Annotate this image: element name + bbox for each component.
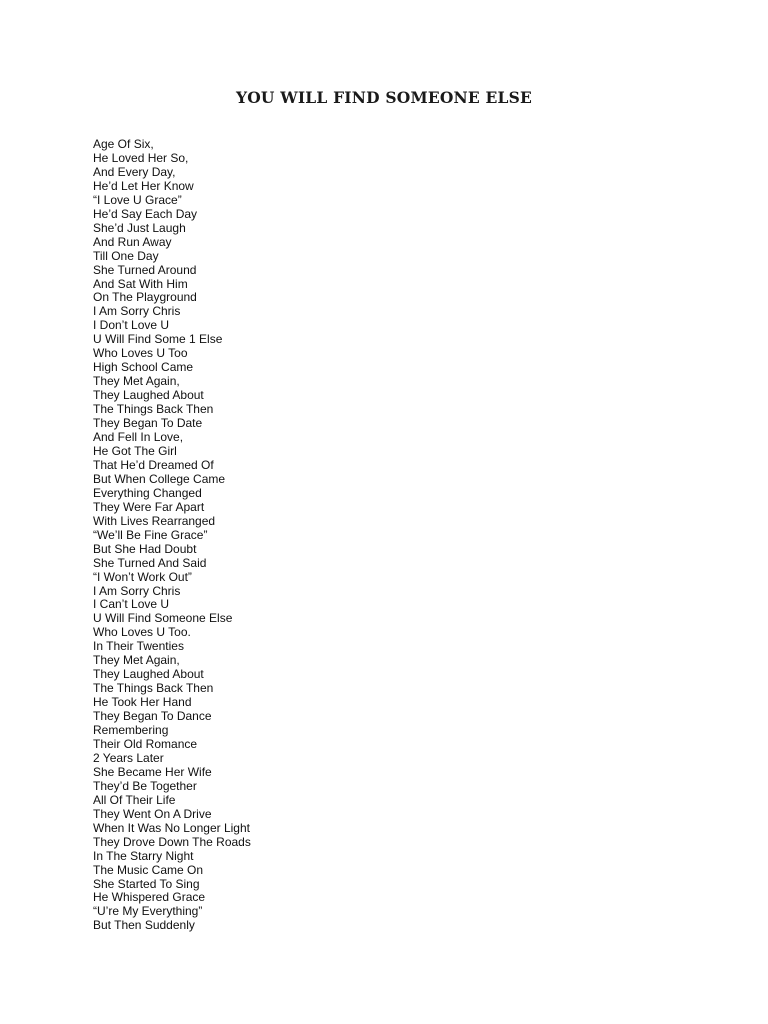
poem-line: “I Won’t Work Out” — [93, 569, 192, 584]
poem-line: And Run Away — [93, 234, 172, 249]
poem-line: They Went On A Drive — [93, 806, 212, 821]
poem-line: I Am Sorry Chris — [93, 304, 181, 319]
poem-line: High School Came — [93, 360, 194, 375]
poem-line: She’d Just Laugh — [93, 220, 186, 235]
poem-line: The Things Back Then — [93, 681, 214, 696]
poem-line: But She Had Doubt — [93, 541, 197, 556]
poem-line: Everything Changed — [93, 485, 202, 500]
poem-line: He’d Let Her Know — [93, 178, 194, 193]
poem-line: In The Starry Night — [93, 848, 194, 863]
poem-line: “U’re My Everything” — [93, 904, 203, 919]
poem-line: They Laughed About — [93, 388, 204, 403]
poem-line: He Took Her Hand — [93, 695, 192, 710]
poem-line: She Started To Sing — [93, 876, 200, 891]
poem-line: In Their Twenties — [93, 639, 184, 654]
poem-line: “We’ll Be Fine Grace” — [93, 527, 208, 542]
poem-line: But Then Suddenly — [93, 918, 195, 933]
poem-title: YOU WILL FIND SOMEONE ELSE — [235, 88, 533, 107]
poem-line: The Music Came On — [93, 862, 204, 877]
poem-line: All Of Their Life — [93, 792, 176, 807]
poem-line: They Began To Date — [93, 416, 203, 431]
poem-line: Age Of Six, — [93, 137, 154, 151]
poem-line: When It Was No Longer Light — [93, 820, 250, 835]
poem-line: They Drove Down The Roads — [93, 834, 251, 849]
poem-line: Who Loves U Too — [93, 346, 188, 361]
poem-line: Till One Day — [93, 248, 159, 263]
poem-line: U Will Find Some 1 Else — [93, 332, 223, 347]
poem-line: They Laughed About — [93, 667, 204, 682]
poem-line: But When College Came — [93, 471, 226, 486]
poem-line: I Don’t Love U — [93, 318, 170, 333]
poem-line: They Met Again, — [93, 653, 180, 668]
poem-line: On The Playground — [93, 290, 197, 305]
poem-line: Their Old Romance — [93, 736, 198, 751]
poem-body — [93, 138, 251, 933]
poem-line: He Loved Her So, — [93, 150, 189, 165]
poem-line: U Will Find Someone Else — [93, 611, 233, 626]
poem-line: She Became Her Wife — [93, 764, 212, 779]
poem-line: And Every Day, — [93, 164, 176, 179]
poem-line: She Turned And Said — [93, 555, 207, 570]
poem-line: That He’d Dreamed Of — [93, 457, 214, 472]
poem-line: 2 Years Later — [93, 750, 164, 765]
poem-line: I Can’t Love U — [93, 597, 170, 612]
poem-line: The Things Back Then — [93, 402, 214, 417]
poem-line: They Began To Dance — [93, 709, 212, 724]
poem-line: “I Love U Grace” — [93, 192, 182, 207]
poem-line: I Am Sorry Chris — [93, 583, 181, 598]
poem-line: She Turned Around — [93, 262, 197, 277]
poem-line: He Whispered Grace — [93, 890, 206, 905]
poem-line: And Sat With Him — [93, 276, 188, 291]
poem-line: Remembering — [93, 723, 169, 738]
poem-line: They Met Again, — [93, 374, 180, 389]
poem-line: With Lives Rearranged — [93, 513, 216, 528]
poem-line: They Were Far Apart — [93, 499, 205, 514]
poem-line: They’d Be Together — [93, 778, 197, 793]
poem-line: And Fell In Love, — [93, 430, 184, 445]
poem-line: Who Loves U Too. — [93, 625, 191, 640]
poem-line: He Got The Girl — [93, 443, 177, 458]
poem-line: He’d Say Each Day — [93, 206, 198, 221]
